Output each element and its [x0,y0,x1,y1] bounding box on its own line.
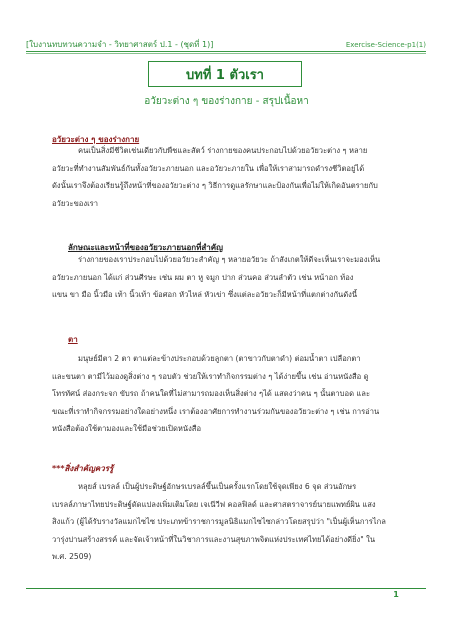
section-paragraph-eye [52,350,422,438]
paragraph-line: มนุษย์มีตา 2 ตา ตาแต่ละข้างประกอบด้วยลูกตา (ตาขาวกับตาดำ) ต่อมน้ำตา เปลือกตา [78,354,361,363]
section-heading-external-organs: ลักษณะและหน้าที่ของอวัยวะภายนอกที่สำคัญ [68,243,223,252]
paragraph-line: ร่างกายของเราประกอบไปด้วยอวัยวะสำคัญ ๆ หลายอวัยวะ ถ้าสังเกตให้ดีจะเห็นเราจะมองเห็น [78,255,381,264]
section-heading-note: ***สิ่งสำคัญควรรู้ [52,464,114,473]
paragraph-line: โทรทัศน์ ส่องกระจก ขับรถ ถ้าคนใดที่ไม่สามารถมองเห็นสิ่งต่าง ๆได้ แสดงว่าคน ๆ นั้นตาบอด และ [52,389,371,398]
paragraph-line: หนังสือต้องใช้ตามองและใช้มือช่วยเปิดหนังสือ [52,424,202,433]
chapter-title-box [148,61,302,87]
paragraph-line: อวัยวะที่ทำงานสัมพันธ์กันทั้งอวัยวะภายนอก และอวัยวะภายใน เพื่อให้เราสามารถดำรงชีวิตอยู่ได้ [52,163,365,173]
footer-divider [26,588,426,589]
paragraph-line: พ.ศ. 2509) [52,552,92,561]
section-paragraph-external-organs [52,251,422,304]
paragraph-line: หลุยส์ เบรลล์ เป็นผู้ประดิษฐ์อักษรเบรลล์ขึ้นเป็นครั้งแรกโดยใช้จุดเพียง 6 จุด ส่วนอักษร [78,482,357,491]
chapter-title: บทที่ 1 ตัวเรา [186,67,264,83]
section-paragraph-note [52,478,422,566]
paragraph-line: อวัยวะภายนอก ได้แก่ ส่วนศีรษะ เช่น ผม ตา หู จมูก ปาก ส่วนคอ ส่วนลำตัว เช่น หน้าอก ท้อง [52,272,354,282]
page-number: 1 [393,590,399,599]
header-left-text: [ใบงานทบทวนความจำ - วิทยาศาสตร์ ป.1 - (ชุดที่ 1)] [26,40,214,49]
paragraph-line: อวัยวะของเรา [52,198,99,208]
section-heading-eye: ตา [68,335,78,344]
section-heading-organs: อวัยวะต่าง ๆ ของร่างกาย [52,135,140,144]
page-header [26,38,426,51]
paragraph-line: ดังนั้นเราจึงต้องเรียนรู้ถึงหน้าที่ของอวัยวะต่าง ๆ วิธีการดูแลรักษาและป้องกันเพื่อไม่ให้เกิดอันตรายกับ [52,181,378,190]
paragraph-line: แขน ขา มือ นิ้วมือ เท้า นิ้วเท้า ข้อศอก หัวไหล่ หัวเข่า ซึ่งแต่ละอวัยวะก็มีหน้าที่แตกต่างกันดังนี้ [52,290,358,299]
header-divider [26,51,426,52]
paragraph-line: สิงแก้ว (ผู้ได้รับรางวัลแมกไซไซ ประเภทข้าราชการมูลนิธิแมกไซไซกล่าวโดยสรุปว่า "เป็นผู้เห็นการไกล [52,517,386,526]
paragraph-line: และขนตา ตามีไว้มองดูสิ่งต่าง ๆ รอบตัว ช่วยให้เราทำกิจกรรมต่าง ๆ ได้ง่ายขึ้น เช่น อ่านหนังสือ ดู [52,371,369,381]
header-right-text: Exercise-Science-p1(1) [345,40,426,49]
paragraph-line: วารุ่งปานสร้างสรรค์ และจัดเจ้าหน้าที่ในวิชาการและงานสุขภาพจิตแห่งประเทศไทยได้อย่างดียิ่ง" ใน [52,534,376,544]
paragraph-line: เบรลล์ภาษาไทยประดิษฐ์ดัดแปลงเพิ่มเติมโดย เจเนีวีฟ คอลฟิลด์ และศาสตราจารย์นายแพทย์ผิน แสง [52,499,376,509]
paragraph-line: ขณะที่เราทำกิจกรรมอย่างใดอย่างหนึ่ง เราต้องอาศัยการทำงานร่วมกันของอวัยวะต่าง ๆ เช่น การอ่าน [52,406,380,416]
header-divider-secondary [26,53,426,54]
chapter-subtitle: อวัยวะต่าง ๆ ของร่างกาย - สรุปเนื้อหา [144,96,309,107]
section-paragraph-organs [52,142,422,212]
paragraph-line: คนเป็นสิ่งมีชีวิตเช่นเดียวกับพืชและสัตว์ ร่างกายของคนประกอบไปด้วยอวัยวะต่าง ๆ หลาย [78,146,368,155]
